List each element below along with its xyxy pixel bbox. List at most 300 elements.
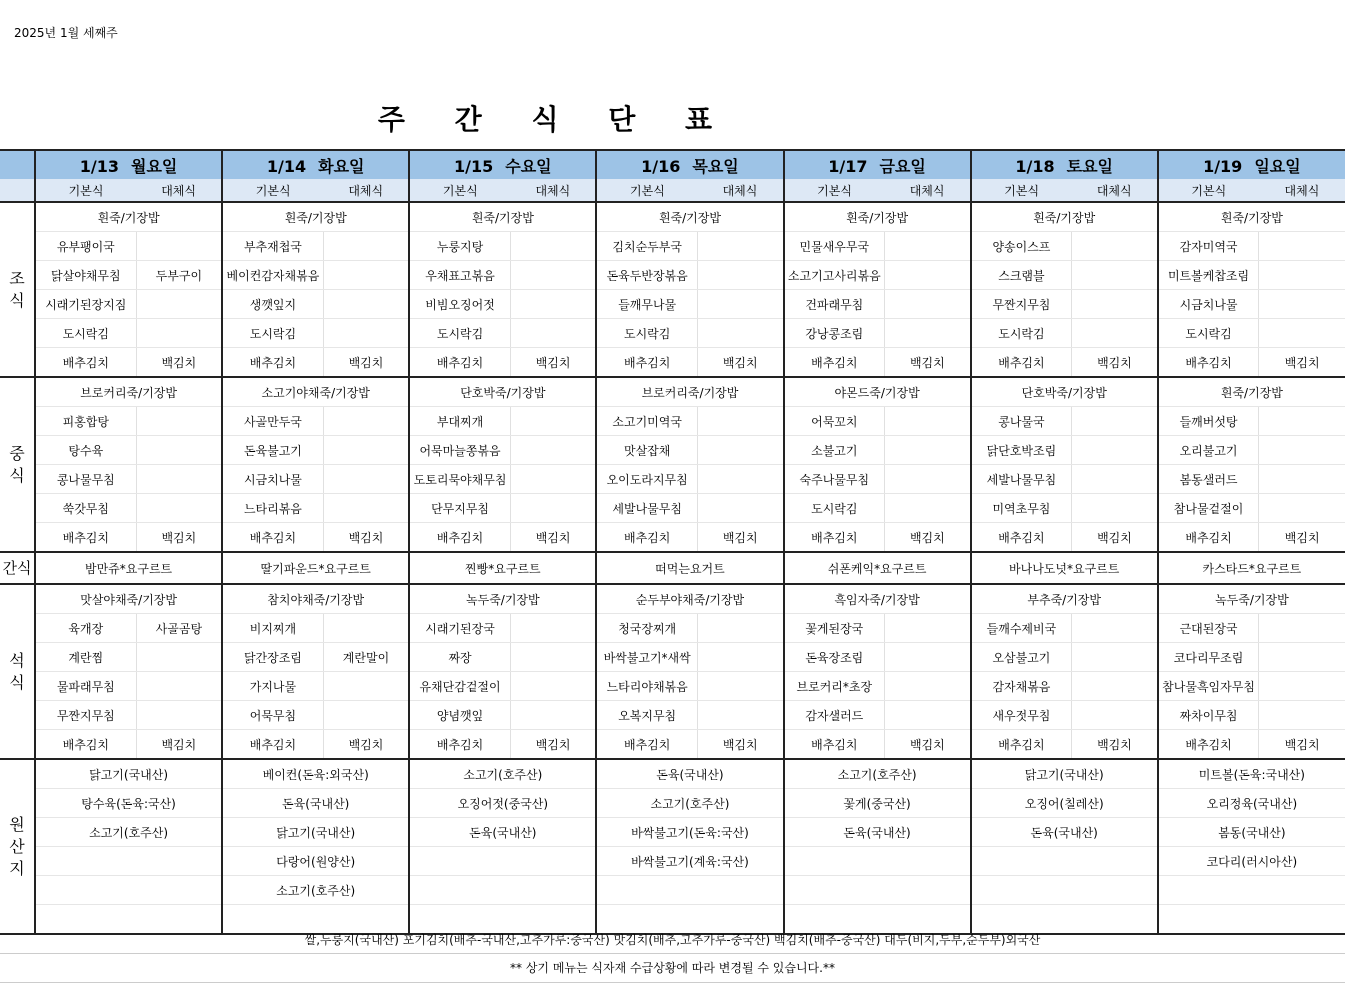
menu-item-primary: 닭단호박조림 [971,436,1072,465]
porridge-item: 참치야채죽/기장밥 [222,584,409,614]
menu-item-primary: 물파래무침 [35,672,136,701]
day-weekday: 금요일 [879,156,926,176]
menu-item-primary: 코다리무조림 [1158,643,1259,672]
origin-item [784,847,971,876]
menu-item-alternative [323,290,409,319]
origin-item [409,876,596,905]
menu-item-primary: 배추김치 [409,730,510,760]
menu-item-alternative: 사골곰탕 [136,614,222,643]
menu-item-alternative [885,614,971,643]
menu-item-alternative [510,672,596,701]
menu-item-primary: 배추김치 [596,348,697,378]
origin-item: 돈육(국내산) [784,818,971,847]
snack-item: 카스타드*요구르트 [1158,552,1345,584]
menu-item-alternative [510,261,596,290]
menu-item-primary: 배추김치 [35,348,136,378]
porridge-item: 흑임자죽/기장밥 [784,584,971,614]
menu-item-alternative [136,672,222,701]
menu-item-primary: 배추김치 [971,730,1072,760]
menu-item-alternative [510,494,596,523]
origin-item: 코다리(러시아산) [1158,847,1345,876]
menu-item-alternative: 백김치 [697,730,783,760]
menu-item-primary: 돈육두반장볶음 [596,261,697,290]
subheader-primary: 기본식 [222,179,323,202]
porridge-item: 부추죽/기장밥 [971,584,1158,614]
origin-item: 바싹불고기(돈육:국산) [596,818,783,847]
menu-item-primary: 오이도라지무침 [596,465,697,494]
menu-item-primary: 도시락김 [1158,319,1259,348]
menu-item-alternative [510,614,596,643]
origin-item [409,847,596,876]
menu-item-primary: 도시락김 [784,494,885,523]
menu-item-primary: 닭간장조림 [222,643,323,672]
menu-item-primary: 도토리묵야채무침 [409,465,510,494]
menu-item-alternative [697,643,783,672]
origin-item: 닭고기(국내산) [971,759,1158,789]
menu-item-alternative [1259,436,1345,465]
menu-item-alternative: 백김치 [885,730,971,760]
menu-item-primary: 배추김치 [222,348,323,378]
menu-item-alternative [1259,614,1345,643]
menu-item-primary: 쑥갓무침 [35,494,136,523]
menu-item-primary: 육개장 [35,614,136,643]
menu-item-alternative [885,701,971,730]
menu-item-alternative: 백김치 [510,523,596,553]
menu-item-alternative [885,232,971,261]
origin-item: 다랑어(원양산) [222,847,409,876]
porridge-item: 흰죽/기장밥 [596,202,783,232]
origin-item: 봄동(국내산) [1158,818,1345,847]
menu-item-alternative: 백김치 [1259,523,1345,553]
section-lunch: 중 식 [0,377,35,552]
section-snack: 간식 [0,552,35,584]
menu-item-alternative: 백김치 [1072,348,1158,378]
menu-item-alternative: 백김치 [697,348,783,378]
menu-item-alternative [510,232,596,261]
menu-item-primary: 배추김치 [1158,348,1259,378]
menu-item-alternative [1072,494,1158,523]
snack-item: 바나나도넛*요구르트 [971,552,1158,584]
porridge-item: 맛살야채죽/기장밥 [35,584,222,614]
menu-item-primary: 비빔오징어젓 [409,290,510,319]
menu-item-primary: 돈육불고기 [222,436,323,465]
menu-item-alternative [697,290,783,319]
menu-item-alternative [136,465,222,494]
menu-item-primary: 유채단감겉절이 [409,672,510,701]
menu-item-primary: 세발나물무침 [971,465,1072,494]
subheader-alternative: 대체식 [136,179,222,202]
origin-item: 오징어젓(중국산) [409,789,596,818]
menu-item-alternative [697,261,783,290]
menu-item-primary: 짜차이무침 [1158,701,1259,730]
menu-item-alternative [1259,672,1345,701]
origin-item: 꽃게(중국산) [784,789,971,818]
origin-item [35,876,222,905]
subheader-corner [0,179,35,202]
subheader-primary: 기본식 [409,179,510,202]
porridge-item: 단호박죽/기장밥 [971,377,1158,407]
page-title: 주 간 식 단 표 [377,103,733,136]
menu-item-primary: 건파래무침 [784,290,885,319]
snack-item: 딸기파운드*요구르트 [222,552,409,584]
origin-item [596,876,783,905]
origin-item: 닭고기(국내산) [222,818,409,847]
menu-item-alternative: 백김치 [697,523,783,553]
subheader-primary: 기본식 [971,179,1072,202]
menu-item-primary: 소고기미역국 [596,407,697,436]
menu-item-primary: 시금치나물 [222,465,323,494]
menu-item-primary: 소불고기 [784,436,885,465]
menu-item-primary: 느타리볶음 [222,494,323,523]
menu-item-primary: 배추김치 [222,730,323,760]
menu-item-alternative: 백김치 [136,523,222,553]
menu-item-alternative [1259,319,1345,348]
porridge-item: 브로커리죽/기장밥 [596,377,783,407]
subheader-alternative: 대체식 [1072,179,1158,202]
menu-item-primary: 사골만두국 [222,407,323,436]
menu-item-alternative: 백김치 [510,348,596,378]
day-header-5 [784,150,971,179]
origin-item: 소고기(호주산) [35,818,222,847]
menu-item-alternative [1072,701,1158,730]
menu-item-alternative [1072,436,1158,465]
porridge-item: 흰죽/기장밥 [971,202,1158,232]
menu-item-alternative [1072,643,1158,672]
menu-item-alternative [1259,290,1345,319]
menu-item-primary: 스크램블 [971,261,1072,290]
day-date: 1/15 [454,156,494,176]
menu-item-alternative [697,614,783,643]
menu-item-alternative [510,436,596,465]
menu-item-alternative [1259,494,1345,523]
menu-item-alternative [885,436,971,465]
subheader-alternative: 대체식 [885,179,971,202]
menu-item-primary: 유부팽이국 [35,232,136,261]
menu-item-primary: 배추김치 [596,730,697,760]
menu-item-primary: 브로커리*초장 [784,672,885,701]
porridge-item: 녹두죽/기장밥 [409,584,596,614]
snack-item: 쉬폰케익*요구르트 [784,552,971,584]
menu-item-primary: 배추김치 [222,523,323,553]
menu-item-primary: 김치순두부국 [596,232,697,261]
origin-item: 오징어(칠레산) [971,789,1158,818]
porridge-item: 흰죽/기장밥 [784,202,971,232]
menu-item-primary: 시래기된장국 [409,614,510,643]
menu-item-primary: 양송이스프 [971,232,1072,261]
menu-item-primary: 미역초무침 [971,494,1072,523]
menu-item-alternative [510,290,596,319]
menu-item-alternative [510,643,596,672]
menu-item-alternative [510,701,596,730]
origin-item: 오리정육(국내산) [1158,789,1345,818]
menu-item-primary: 배추김치 [784,348,885,378]
snack-item: 떠먹는요거트 [596,552,783,584]
menu-item-alternative [885,494,971,523]
day-header-7 [1158,150,1345,179]
menu-item-alternative [510,465,596,494]
menu-item-primary: 계란찜 [35,643,136,672]
menu-item-primary: 비지찌개 [222,614,323,643]
menu-item-primary: 배추김치 [409,348,510,378]
menu-item-alternative [1072,465,1158,494]
subheader-primary: 기본식 [35,179,136,202]
porridge-item: 브로커리죽/기장밥 [35,377,222,407]
menu-item-alternative [323,614,409,643]
section-origin: 원 산 지 [0,759,35,934]
menu-item-primary: 시금치나물 [1158,290,1259,319]
menu-item-primary: 봄동샐러드 [1158,465,1259,494]
menu-item-primary: 소고기고사리볶음 [784,261,885,290]
origin-item: 소고기(호주산) [222,876,409,905]
origin-item: 돈육(국내산) [971,818,1158,847]
menu-item-primary: 닭살야채무침 [35,261,136,290]
menu-item-alternative [885,465,971,494]
menu-item-alternative [1072,407,1158,436]
menu-item-alternative [885,407,971,436]
menu-item-alternative [136,701,222,730]
menu-item-primary: 우채표고볶음 [409,261,510,290]
menu-item-primary: 바싹불고기*새싹 [596,643,697,672]
menu-item-alternative [510,407,596,436]
header-corner [0,150,35,179]
day-header-4 [596,150,783,179]
menu-item-primary: 시래기된장지짐 [35,290,136,319]
menu-item-alternative: 백김치 [1259,348,1345,378]
menu-item-primary: 가지나물 [222,672,323,701]
menu-item-alternative: 백김치 [510,730,596,760]
menu-item-primary: 배추김치 [971,523,1072,553]
menu-item-alternative [323,232,409,261]
menu-item-primary: 어묵꼬치 [784,407,885,436]
menu-item-primary: 도시락김 [596,319,697,348]
menu-item-alternative [1072,232,1158,261]
origin-item: 소고기(호주산) [409,759,596,789]
menu-item-primary: 어묵무침 [222,701,323,730]
menu-item-primary: 청국장찌개 [596,614,697,643]
menu-item-primary: 민물새우무국 [784,232,885,261]
menu-item-primary: 참나물흑임자무침 [1158,672,1259,701]
menu-item-primary: 배추김치 [35,523,136,553]
menu-item-alternative: 백김치 [323,348,409,378]
menu-item-alternative: 계란말이 [323,643,409,672]
day-weekday: 월요일 [131,156,178,176]
menu-item-alternative [510,319,596,348]
menu-item-primary: 배추김치 [35,730,136,760]
menu-item-primary: 꽃게된장국 [784,614,885,643]
menu-item-alternative [1072,290,1158,319]
day-header-3 [409,150,596,179]
menu-item-primary: 배추김치 [784,730,885,760]
menu-item-alternative [323,261,409,290]
origin-item [35,847,222,876]
day-header-1 [35,150,222,179]
porridge-item: 녹두죽/기장밥 [1158,584,1345,614]
menu-item-primary: 탕수육 [35,436,136,465]
menu-item-alternative [1072,614,1158,643]
menu-item-primary: 배추김치 [1158,523,1259,553]
porridge-item: 흰죽/기장밥 [1158,377,1345,407]
menu-item-alternative [697,701,783,730]
menu-item-alternative [1072,672,1158,701]
menu-item-primary: 양념깻잎 [409,701,510,730]
menu-item-primary: 베이컨감자채볶음 [222,261,323,290]
origin-item: 바싹불고기(계육:국산) [596,847,783,876]
menu-item-primary: 새우젓무침 [971,701,1072,730]
menu-item-primary: 맛살잡채 [596,436,697,465]
subheader-alternative: 대체식 [697,179,783,202]
porridge-item: 순두부야채죽/기장밥 [596,584,783,614]
menu-item-primary: 돈육장조림 [784,643,885,672]
menu-item-primary: 무짠지무침 [971,290,1072,319]
day-weekday: 토요일 [1066,156,1114,176]
porridge-item: 단호박죽/기장밥 [409,377,596,407]
change-note: ** 상기 메뉴는 식자재 수급상황에 따라 변경될 수 있습니다.** [0,954,1345,983]
menu-item-primary: 오복지무침 [596,701,697,730]
menu-item-primary: 배추김치 [971,348,1072,378]
menu-item-primary: 들깨수제비국 [971,614,1072,643]
origin-item: 돈육(국내산) [409,818,596,847]
menu-item-primary: 도시락김 [971,319,1072,348]
menu-item-primary: 피홍합탕 [35,407,136,436]
menu-item-alternative [697,407,783,436]
menu-item-alternative [1072,319,1158,348]
day-weekday: 수요일 [505,156,552,176]
day-date: 1/17 [828,156,868,176]
day-weekday: 일요일 [1254,156,1301,176]
menu-item-alternative [136,494,222,523]
menu-item-primary: 근대된장국 [1158,614,1259,643]
menu-item-alternative [136,319,222,348]
menu-item-primary: 느타리야채볶음 [596,672,697,701]
menu-item-alternative: 백김치 [136,730,222,760]
origin-item [971,876,1158,905]
menu-item-primary: 부대찌개 [409,407,510,436]
menu-item-alternative [1072,261,1158,290]
menu-item-primary: 감자미역국 [1158,232,1259,261]
menu-item-primary: 배추김치 [1158,730,1259,760]
menu-item-alternative [323,494,409,523]
subheader-primary: 기본식 [596,179,697,202]
menu-item-primary: 참나물겉절이 [1158,494,1259,523]
snack-item: 찐빵*요구르트 [409,552,596,584]
menu-item-alternative: 백김치 [323,730,409,760]
origin-note: 쌀,누룽지(국내산) 포기김치(배추-국내산,고추가루:중국산) 맛김치(배추,고추가루-중국산) 백김치(배추-중국산) 대두(비지,두부,순두부)외국산 [0,927,1345,954]
subheader-alternative: 대체식 [323,179,409,202]
week-label: 2025년 1월 세째주 [14,26,118,40]
menu-item-alternative [697,436,783,465]
menu-item-alternative [323,436,409,465]
menu-item-primary: 배추김치 [409,523,510,553]
day-weekday: 화요일 [318,156,365,176]
menu-item-alternative: 백김치 [1072,523,1158,553]
menu-item-primary: 오리불고기 [1158,436,1259,465]
origin-item [784,876,971,905]
porridge-item: 흰죽/기장밥 [409,202,596,232]
menu-item-alternative [323,319,409,348]
menu-item-alternative [885,643,971,672]
menu-item-primary: 도시락김 [35,319,136,348]
menu-item-primary: 들깨무나물 [596,290,697,319]
menu-item-alternative: 백김치 [323,523,409,553]
menu-item-alternative [885,672,971,701]
day-weekday: 목요일 [692,156,739,176]
menu-item-alternative: 백김치 [1259,730,1345,760]
origin-item [971,847,1158,876]
menu-item-primary: 들깨버섯탕 [1158,407,1259,436]
menu-item-primary: 부추재첩국 [222,232,323,261]
section-dinner: 석 식 [0,584,35,759]
origin-item: 돈육(국내산) [596,759,783,789]
day-date: 1/14 [266,156,307,176]
menu-item-alternative: 백김치 [885,348,971,378]
menu-item-alternative [697,465,783,494]
day-date: 1/13 [79,156,120,176]
snack-item: 밤만쥬*요구르트 [35,552,222,584]
menu-item-alternative [697,672,783,701]
menu-item-alternative [1259,407,1345,436]
menu-item-alternative: 두부구이 [136,261,222,290]
subheader-primary: 기본식 [784,179,885,202]
day-date: 1/19 [1203,156,1243,176]
menu-item-alternative [136,290,222,319]
section-breakfast: 조 식 [0,202,35,377]
menu-item-alternative [136,407,222,436]
menu-item-primary: 도시락김 [222,319,323,348]
day-header-2 [222,150,409,179]
menu-item-alternative [1259,465,1345,494]
day-date: 1/16 [641,156,681,176]
menu-item-primary: 무짠지무침 [35,701,136,730]
menu-item-primary: 누룽지탕 [409,232,510,261]
menu-item-primary: 강낭콩조림 [784,319,885,348]
menu-item-primary: 어묵마늘쫑볶음 [409,436,510,465]
subheader-primary: 기본식 [1158,179,1259,202]
menu-item-primary: 배추김치 [596,523,697,553]
menu-item-alternative [697,319,783,348]
menu-item-alternative [697,232,783,261]
menu-item-alternative [885,319,971,348]
menu-item-primary: 오삼불고기 [971,643,1072,672]
menu-item-alternative [697,494,783,523]
menu-item-primary: 생깻잎지 [222,290,323,319]
menu-item-alternative [323,701,409,730]
origin-item: 베이컨(돈육:외국산) [222,759,409,789]
menu-item-alternative [136,436,222,465]
menu-item-primary: 숙주나물무침 [784,465,885,494]
menu-item-alternative [885,290,971,319]
menu-item-alternative: 백김치 [1072,730,1158,760]
weekly-menu-table [0,149,1345,935]
origin-item: 미트볼(돈육:국내산) [1158,759,1345,789]
menu-item-alternative [1259,643,1345,672]
menu-item-primary: 세발나물무침 [596,494,697,523]
origin-item: 닭고기(국내산) [35,759,222,789]
menu-item-primary: 배추김치 [784,523,885,553]
menu-item-alternative [136,643,222,672]
menu-item-alternative [136,232,222,261]
porridge-item: 흰죽/기장밥 [35,202,222,232]
menu-item-primary: 콩나물국 [971,407,1072,436]
porridge-item: 야몬드죽/기장밥 [784,377,971,407]
day-date: 1/18 [1015,156,1055,176]
menu-item-alternative [323,407,409,436]
menu-item-primary: 단무지무침 [409,494,510,523]
menu-item-primary: 도시락김 [409,319,510,348]
menu-item-alternative [323,465,409,494]
menu-item-primary: 미트볼케찹조림 [1158,261,1259,290]
menu-item-primary: 콩나물무침 [35,465,136,494]
origin-item: 소고기(호주산) [596,789,783,818]
